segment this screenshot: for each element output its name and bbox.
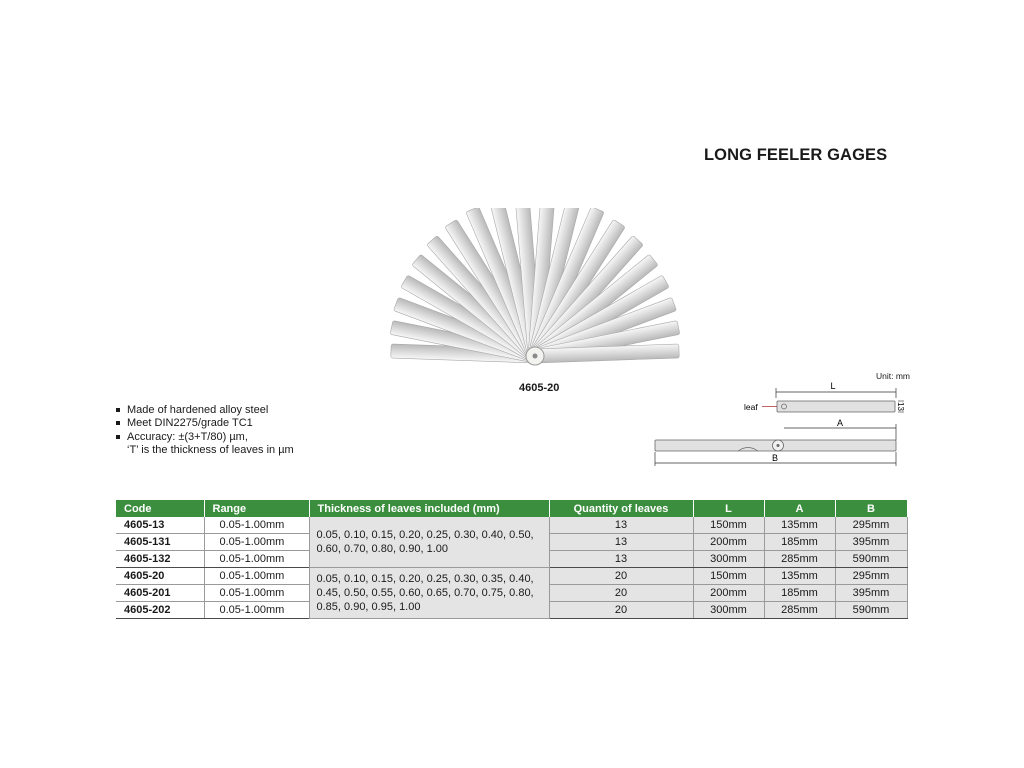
unit-label: Unit: mm bbox=[876, 371, 910, 381]
code-cell: 4605-201 bbox=[116, 585, 204, 602]
range-cell: 0.05-1.00mm bbox=[204, 534, 309, 551]
dim-b-label: B bbox=[771, 453, 779, 463]
code-cell: 4605-13 bbox=[116, 517, 204, 534]
table-row bbox=[116, 568, 907, 585]
dim-l-label: L bbox=[830, 381, 836, 391]
table-header-row bbox=[116, 500, 907, 517]
quantity-cell: 13 bbox=[549, 551, 693, 568]
spec-table bbox=[116, 500, 908, 619]
a-cell: 135mm bbox=[764, 517, 835, 534]
b-cell: 590mm bbox=[835, 551, 907, 568]
l-cell: 150mm bbox=[693, 568, 764, 585]
code-cell: 4605-132 bbox=[116, 551, 204, 568]
range-cell: 0.05-1.00mm bbox=[204, 602, 309, 619]
bullet-icon bbox=[116, 421, 120, 425]
a-cell: 185mm bbox=[764, 534, 835, 551]
column-header: Code bbox=[116, 500, 204, 517]
a-cell: 135mm bbox=[764, 568, 835, 585]
thickness-cell: 0.05, 0.10, 0.15, 0.20, 0.25, 0.30, 0.35, 0.40, 0.45, 0.50, 0.55, 0.60, 0.65, 0.70, 0.75, 0.80, 0.85, 0.90, 0.95, 1.00 bbox=[309, 568, 549, 619]
feature-item: Meet DIN2275/grade TC1 bbox=[114, 417, 294, 430]
quantity-cell: 20 bbox=[549, 602, 693, 619]
table-row bbox=[116, 517, 907, 534]
column-header: A bbox=[764, 500, 835, 517]
b-cell: 590mm bbox=[835, 602, 907, 619]
l-cell: 150mm bbox=[693, 517, 764, 534]
column-header: B bbox=[835, 500, 907, 517]
b-cell: 295mm bbox=[835, 568, 907, 585]
thickness-cell: 0.05, 0.10, 0.15, 0.20, 0.25, 0.30, 0.40, 0.50, 0.60, 0.70, 0.80, 0.90, 1.00 bbox=[309, 517, 549, 568]
column-header: Range bbox=[204, 500, 309, 517]
l-cell: 200mm bbox=[693, 585, 764, 602]
l-cell: 300mm bbox=[693, 551, 764, 568]
quantity-cell: 13 bbox=[549, 517, 693, 534]
code-cell: 4605-202 bbox=[116, 602, 204, 619]
column-header: Thickness of leaves included (mm) bbox=[309, 500, 549, 517]
product-model-label: 4605-20 bbox=[519, 382, 560, 394]
bullet-icon bbox=[116, 435, 120, 439]
range-cell: 0.05-1.00mm bbox=[204, 517, 309, 534]
feature-list bbox=[114, 404, 294, 458]
feature-item: Made of hardened alloy steel bbox=[114, 404, 294, 417]
code-cell: 4605-131 bbox=[116, 534, 204, 551]
feature-item: Accuracy: ±(3+T/80) µm, bbox=[114, 431, 294, 444]
a-cell: 285mm bbox=[764, 602, 835, 619]
b-cell: 395mm bbox=[835, 534, 907, 551]
dim-13-label: 13 bbox=[896, 402, 905, 411]
column-header: Quantity of leaves bbox=[549, 500, 693, 517]
quantity-cell: 13 bbox=[549, 534, 693, 551]
b-cell: 395mm bbox=[835, 585, 907, 602]
l-cell: 300mm bbox=[693, 602, 764, 619]
page-title: LONG FEELER GAGES bbox=[704, 146, 888, 164]
code-cell: 4605-20 bbox=[116, 568, 204, 585]
l-cell: 200mm bbox=[693, 534, 764, 551]
b-cell: 295mm bbox=[835, 517, 907, 534]
feeler-gauge-image bbox=[390, 208, 710, 374]
quantity-cell: 20 bbox=[549, 585, 693, 602]
dim-a-label: A bbox=[836, 418, 844, 428]
column-header: L bbox=[693, 500, 764, 517]
leaf-label: leaf bbox=[744, 402, 758, 412]
range-cell: 0.05-1.00mm bbox=[204, 568, 309, 585]
feature-item: ‘T’ is the thickness of leaves in µm bbox=[127, 444, 294, 457]
dimension-diagram bbox=[640, 362, 920, 474]
a-cell: 285mm bbox=[764, 551, 835, 568]
a-cell: 185mm bbox=[764, 585, 835, 602]
quantity-cell: 20 bbox=[549, 568, 693, 585]
bullet-icon bbox=[116, 408, 120, 412]
range-cell: 0.05-1.00mm bbox=[204, 551, 309, 568]
range-cell: 0.05-1.00mm bbox=[204, 585, 309, 602]
